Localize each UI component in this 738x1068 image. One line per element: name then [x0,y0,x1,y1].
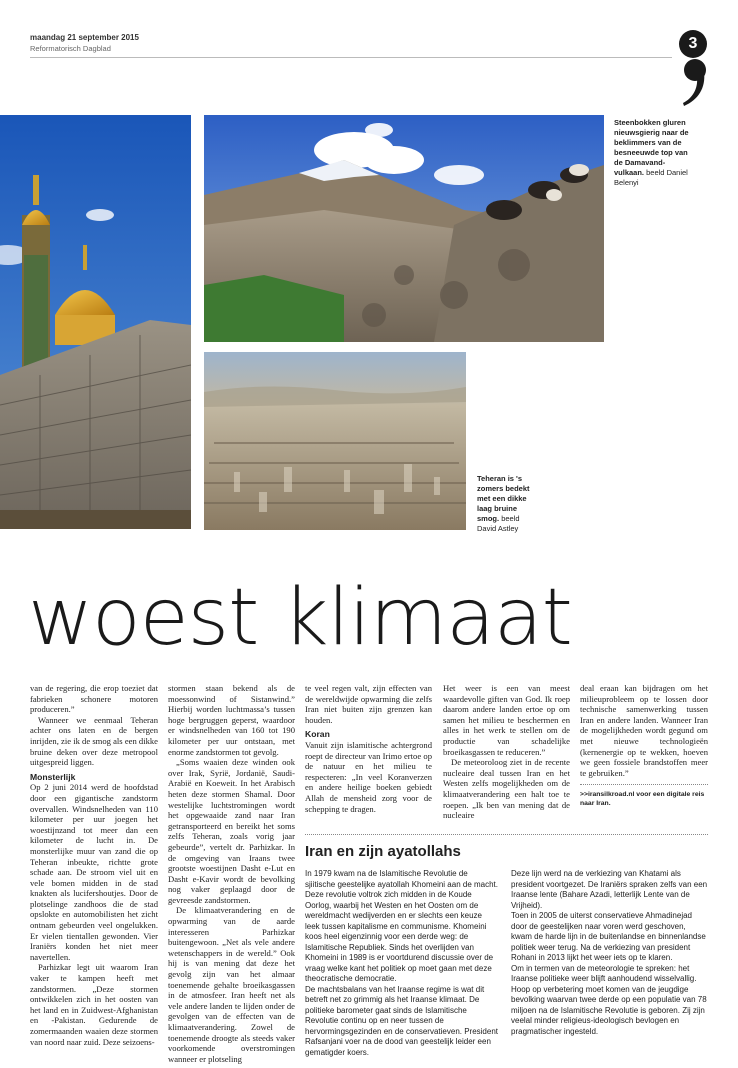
tehran-smog-photo [204,352,466,530]
subheading-koran: Koran [305,729,330,740]
tehran-caption-credit: David Astley [477,524,519,533]
tehran-caption-text: Teheran is 's zomers bedekt met een dikke laag bruine smog. [477,474,530,523]
mountain-photo-caption [614,118,694,188]
article-headline: woest klimaat [28,573,572,663]
sidebar-right-paragraph-2: Toen in 2005 de uiterst conservatieve Ahmadinejad door de geestelijken naar voren werd geschoven, kwam de harde lijn in de buitenlandse en binnenlandse politiek weer terug. Na de verkiezing van president Rohani in 2013 lijkt het weer iets op te klaren. [511,911,706,962]
sidebar-top-divider [305,834,708,835]
col1-paragraph-4: Parhizkar legt uit waarom Iran vaker te kampen heeft met zandstormen. „Deze stormen ontwikkelen zich in het oosten van het land en in Zuidwest-Afghanistan en -Pakistan. Gedurende de zomermaanden waaien deze stormen van noord naar zuid. Deze seizoens- [30,962,158,1047]
tehran-caption-credit-label: beeld [501,514,520,523]
col2-paragraph-3: De klimaatverandering en de opwarming van de aarde interesseren Parhizkar buitengewoon. „Net als vele andere wetenschappers in de wereld.” Ook hij is van mening dat deze het gevolg zijn van het almaar toenemende gehalte broeikasgassen in de atmosfeer. Iran heeft net als vele andere landen te lijden onder de gevolgen van de effecten van de klimaatverandering. Zowel de toenemende droogte als steeds vaker voorkomende overstromingen wanneer er plotseling [168,905,295,1064]
col2-paragraph-2: „Soms waaien deze winden ook over Irak, Syrië, Jordanië, Saudi-Arabië en Koeweit. In het Arabisch heten deze stormen Shamal. Door westelijke luchtstromingen wordt het opgewaaide zand naar Iran getransporteerd en bereikt het soms zelfs Teheran, zoals vorig jaar gebeurde”, vertelt dr. Parhizkar. In de omgeving van Iraans twee grootste woestijnen Dasht e-Lut en Dasht e-Kavir wordt de bevolking nog vaker geplaagd door de gevreesde zandstormen. [168,757,295,905]
sidebar-right-column [511,869,708,1037]
mountain-caption-text: Steenbokken gluren nieuwsgierig naar de beklimmers van de besneeuwde top van de Damavand-vulkaan. [614,118,689,177]
sidebar-left-column [305,869,498,1058]
article-column-5 [580,683,708,778]
sidebar-right-paragraph-1: Deze lijn werd na de verkiezing van Khatami als president voortgezet. De Iraniërs spraken zelfs van een Iraanse lente (Bahare Azadi, letterlijk Lente van de Vrijheid). [511,869,708,910]
comma-logo-icon [680,58,710,108]
col1-paragraph-2: Wanneer we eenmaal Teheran achter ons laten en de bergen inrijden, zie ik de smog als een dikke bruine deken over deze metropool uitgespreid liggen. [30,714,158,768]
col4-paragraph-2: De meteoroloog ziet in de recente nucleaire deal tussen Iran en het Westen zelfs mogelijkheden om de klimaatverandering een halt toe te roepen. „Ik ben van mening dat de nucleaire [443,757,570,821]
mountain-caption-credit-label: beeld [646,168,665,177]
header-divider [30,57,672,58]
mountain-caption-credit: Daniel Belenyi [614,168,688,187]
col5-paragraph-1: deal eraan kan bijdragen om het milieuprobleem op te lossen door technische samenwerking tussen Iran en andere landen. Wanneer Iran de mogelijkheden wordt gegund om met nieuwe technologieën (kernenergie op te wekken, hoeven we geen fossiele brandstoffen meer te gebruiken.” [580,683,708,778]
page-number-badge: 3 [679,30,707,58]
damavand-goats-photo [204,115,604,342]
col3-paragraph-2: Vanuit zijn islamitische achtergrond roept de directeur van Irimo ertoe op de natuur en het milieu te respecteren: „In veel Koranverzen en andere heilige boeken gebiedt Allah de mensheid zorg voor de schepping te dragen. [305,739,432,814]
col3-paragraph-1: te veel regen valt, zijn effecten van de wereldwijde opwarming die zelfs Iran niet buiten zijn grenzen kan houden. [305,683,432,725]
sidebar-left-paragraph-1: In 1979 kwam na de Islamitische Revolutie de sjiitische geestelijke ayatollah Khomeini aan de macht. Deze revolutie voltrok zich midden in de Koude Oorlog, waarbij het Westen en het Oosten om de wereldmacht wedijverden en er slechts een keuze leek tussen kapitalisme en communisme. Khomeini koos heel eigenzinnig voor een derde weg: de Islamitische Republiek. Sinds het overlijden van Khomeini in 1989 is er voortdurend discussie over de vraag welke kant het politiek op moet gaan met deze theocratische democratie. [305,869,498,983]
publication-date: maandag 21 september 2015 [30,33,139,42]
sidebar-title: Iran en zijn ayatollahs [305,843,461,860]
subheading-monsterlijk: Monsterlijk [30,771,76,782]
col1-paragraph-1: van de regering, die erop toeziet dat fabrieken schonere motoren produceren.” [30,683,158,715]
article-column-4 [443,683,570,821]
article-column-1 [30,683,158,1047]
reference-link[interactable]: >>iransilkroad.nl voor een digitale reis naar Iran. [580,791,705,807]
mosque-photo [0,115,191,529]
col2-paragraph-1: stormen staan bekend als de moessonwind of Sistanwind.” Hierbij worden luchtmassa’s tussen hoge bergruggen geperst, waardoor er windsnelheden van 160 tot 190 kilometer per uur ontstaan, met enorme zandstormen tot gevolg. [168,683,295,757]
tehran-photo-caption [477,474,539,534]
article-column-3 [305,683,432,814]
article-column-2 [168,683,295,1064]
link-divider [580,784,708,785]
col4-paragraph-1: Het weer is een van meest waardevolle giften van God. Ik roep daarom andere landen ertoe op om samen het milieu te beschermen en alles in het werk te stellen om de productie van schadelijke broeikasgassen te reduceren.” [443,683,570,757]
sidebar-right-paragraph-3: Om in termen van de meteorologie te spreken: het Iraanse politieke weer blijft aanhoudend wisselvallig. Hoop op verbetering moet komen van de jeugdige bevolking waarvan twee derde op een populatie van 78 miljoen na de Islamitische Revolutie is geboren. Zij zijn veelal minder religieus-ideologisch bevlogen en pragmatischer ingesteld. [511,963,707,1036]
col1-paragraph-3: Op 2 juni 2014 werd de hoofdstad door een gigantische zandstorm overvallen. Windsnelheden van 110 kilometer per uur joegen het woestijnzand tot meer dan een kilometer de lucht in. De monsterlijke muur van zand die op Teheran inbeukte, richtte grote schade aan. De stroom viel uit en vele bomen midden in de stad knakten als lucifershoutjes. Door de plotselinge zandhoos die de stad opslokte en automobilisten het zicht ontnam gebeurden veel ongelukken. Er vielen tientallen gewonden. Vier Iraniërs konden het niet meer navertellen. [30,782,158,962]
sidebar-left-paragraph-2: De machtsbalans van het Iraanse regime is wat dit betreft net zo grimmig als het Iraanse klimaat. De politieke barometer gaat sinds de Islamitische Revolutie continu op en neer tussen de hervormingsgezinden en de conservatieven. President Rafsanjani voer na de dood van geestelijk leider een gematigder koers. [305,984,499,1057]
newspaper-name: Reformatorisch Dagblad [30,44,111,53]
